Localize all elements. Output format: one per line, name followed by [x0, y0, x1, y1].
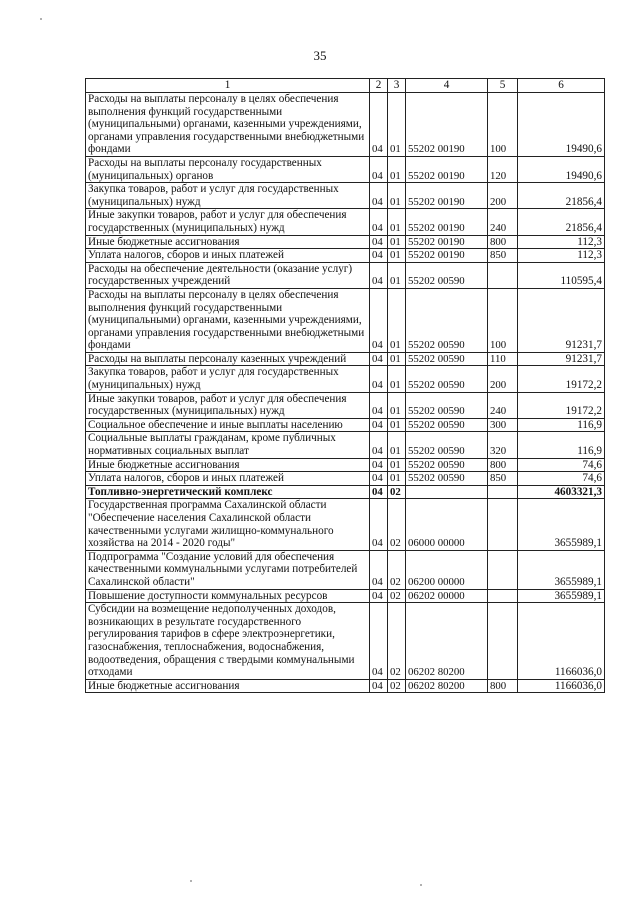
cell-section: 04 — [370, 209, 388, 235]
cell-subsection: 02 — [388, 485, 406, 499]
cell-subsection: 01 — [388, 249, 406, 263]
cell-target-article: 55202 00190 — [406, 183, 488, 209]
cell-expense-type — [488, 485, 518, 499]
cell-section: 04 — [370, 550, 388, 589]
table-row — [86, 235, 605, 249]
table-row — [86, 603, 605, 680]
cell-section: 04 — [370, 603, 388, 680]
cell-name: Топливно-энергетический комплекс — [86, 485, 370, 499]
cell-subsection: 02 — [388, 679, 406, 693]
cell-amount: 91231,7 — [518, 352, 605, 366]
table-row — [86, 93, 605, 157]
table-row — [86, 183, 605, 209]
cell-amount: 19172,2 — [518, 366, 605, 392]
cell-target-article: 55202 00590 — [406, 262, 488, 288]
cell-expense-type: 200 — [488, 183, 518, 209]
cell-subsection: 01 — [388, 288, 406, 352]
cell-expense-type: 850 — [488, 472, 518, 486]
table-row — [86, 418, 605, 432]
cell-name: Закупка товаров, работ и услуг для государственных (муниципальных) нужд — [86, 183, 370, 209]
cell-name: Подпрограмма "Создание условий для обеспечения качественными коммунальными услугами потребителей Сахалинской области" — [86, 550, 370, 589]
cell-amount: 91231,7 — [518, 288, 605, 352]
cell-amount: 21856,4 — [518, 183, 605, 209]
cell-amount: 74,6 — [518, 458, 605, 472]
cell-section: 04 — [370, 93, 388, 157]
cell-expense-type — [488, 603, 518, 680]
cell-name: Расходы на выплаты персоналу казенных учреждений — [86, 352, 370, 366]
cell-name: Расходы на выплаты персоналу в целях обеспечения выполнения функций государственными (муниципальными) органами, казенными учреждениями, органами управления государственными внебюджетными фондами — [86, 288, 370, 352]
cell-name: Социальные выплаты гражданам, кроме публичных нормативных социальных выплат — [86, 432, 370, 458]
cell-section: 04 — [370, 418, 388, 432]
cell-section: 04 — [370, 156, 388, 182]
cell-expense-type: 320 — [488, 432, 518, 458]
cell-section: 04 — [370, 432, 388, 458]
cell-target-article — [406, 485, 488, 499]
table-row — [86, 458, 605, 472]
cell-amount: 110595,4 — [518, 262, 605, 288]
budget-table — [85, 78, 605, 693]
cell-target-article: 06202 80200 — [406, 679, 488, 693]
cell-amount: 116,9 — [518, 432, 605, 458]
cell-amount: 116,9 — [518, 418, 605, 432]
cell-target-article: 55202 00590 — [406, 352, 488, 366]
cell-name: Повышение доступности коммунальных ресурсов — [86, 589, 370, 603]
header-cell-subsection: 3 — [388, 79, 406, 93]
cell-amount: 1166036,0 — [518, 603, 605, 680]
cell-target-article: 55202 00590 — [406, 366, 488, 392]
cell-expense-type: 850 — [488, 249, 518, 263]
cell-target-article: 06202 80200 — [406, 603, 488, 680]
table-row — [86, 352, 605, 366]
header-cell-name: 1 — [86, 79, 370, 93]
cell-section: 04 — [370, 262, 388, 288]
table-row — [86, 589, 605, 603]
cell-name: Иные бюджетные ассигнования — [86, 458, 370, 472]
cell-subsection: 02 — [388, 499, 406, 550]
cell-amount: 74,6 — [518, 472, 605, 486]
scan-speck — [420, 884, 422, 886]
cell-target-article: 55202 00190 — [406, 209, 488, 235]
cell-subsection: 02 — [388, 589, 406, 603]
cell-target-article: 55202 00190 — [406, 156, 488, 182]
cell-expense-type: 120 — [488, 156, 518, 182]
table-row — [86, 156, 605, 182]
table-row — [86, 366, 605, 392]
cell-name: Субсидии на возмещение недополученных доходов, возникающих в результате государственного регулирования тарифов в сфере электроэнергетики, газоснабжения, теплоснабжения, водоснабжения, водоотведения, обращения с твердыми коммунальными отходами — [86, 603, 370, 680]
table-row — [86, 432, 605, 458]
cell-subsection: 01 — [388, 472, 406, 486]
header-cell-target-article: 4 — [406, 79, 488, 93]
cell-section: 04 — [370, 183, 388, 209]
cell-target-article: 55202 00190 — [406, 249, 488, 263]
cell-name: Уплата налогов, сборов и иных платежей — [86, 472, 370, 486]
cell-amount: 19172,2 — [518, 392, 605, 418]
table-row — [86, 288, 605, 352]
cell-expense-type: 110 — [488, 352, 518, 366]
cell-name: Иные бюджетные ассигнования — [86, 235, 370, 249]
cell-expense-type: 800 — [488, 235, 518, 249]
header-cell-section: 2 — [370, 79, 388, 93]
cell-target-article: 55202 00590 — [406, 418, 488, 432]
cell-target-article: 55202 00590 — [406, 458, 488, 472]
cell-target-article: 06000 00000 — [406, 499, 488, 550]
header-row — [86, 79, 605, 93]
cell-amount: 4603321,3 — [518, 485, 605, 499]
cell-section: 04 — [370, 249, 388, 263]
cell-subsection: 01 — [388, 366, 406, 392]
cell-subsection: 01 — [388, 352, 406, 366]
cell-name: Расходы на выплаты персоналу государственных (муниципальных) органов — [86, 156, 370, 182]
cell-name: Государственная программа Сахалинской области "Обеспечение населения Сахалинской области качественными услугами жилищно-коммунального хозяйства на 2014 - 2020 годы" — [86, 499, 370, 550]
cell-expense-type — [488, 550, 518, 589]
scan-speck — [190, 880, 192, 882]
cell-target-article: 55202 00590 — [406, 392, 488, 418]
cell-subsection: 01 — [388, 432, 406, 458]
cell-expense-type: 200 — [488, 366, 518, 392]
cell-amount: 3655989,1 — [518, 589, 605, 603]
cell-section: 04 — [370, 392, 388, 418]
cell-expense-type: 800 — [488, 458, 518, 472]
cell-section: 04 — [370, 679, 388, 693]
cell-section: 04 — [370, 589, 388, 603]
cell-subsection: 01 — [388, 93, 406, 157]
cell-amount: 1166036,0 — [518, 679, 605, 693]
cell-amount: 112,3 — [518, 249, 605, 263]
cell-expense-type — [488, 262, 518, 288]
cell-subsection: 01 — [388, 458, 406, 472]
cell-subsection: 02 — [388, 550, 406, 589]
cell-name: Иные закупки товаров, работ и услуг для обеспечения государственных (муниципальных) нужд — [86, 209, 370, 235]
scan-speck — [40, 18, 42, 20]
cell-subsection: 01 — [388, 183, 406, 209]
table-row — [86, 262, 605, 288]
cell-expense-type: 240 — [488, 209, 518, 235]
cell-amount: 3655989,1 — [518, 499, 605, 550]
cell-subsection: 01 — [388, 156, 406, 182]
cell-name: Расходы на обеспечение деятельности (оказание услуг) государственных учреждений — [86, 262, 370, 288]
cell-expense-type: 100 — [488, 288, 518, 352]
table-row — [86, 472, 605, 486]
cell-subsection: 01 — [388, 392, 406, 418]
cell-expense-type: 300 — [488, 418, 518, 432]
cell-target-article: 55202 00590 — [406, 432, 488, 458]
cell-section: 04 — [370, 366, 388, 392]
header-cell-amount: 6 — [518, 79, 605, 93]
cell-target-article: 55202 00190 — [406, 235, 488, 249]
cell-subsection: 01 — [388, 418, 406, 432]
cell-name: Уплата налогов, сборов и иных платежей — [86, 249, 370, 263]
table-row — [86, 485, 605, 499]
table-row — [86, 249, 605, 263]
cell-name: Социальное обеспечение и иные выплаты населению — [86, 418, 370, 432]
cell-subsection: 01 — [388, 235, 406, 249]
cell-amount: 19490,6 — [518, 93, 605, 157]
cell-name: Закупка товаров, работ и услуг для государственных (муниципальных) нужд — [86, 366, 370, 392]
cell-target-article: 55202 00190 — [406, 93, 488, 157]
cell-section: 04 — [370, 288, 388, 352]
cell-section: 04 — [370, 235, 388, 249]
cell-subsection: 02 — [388, 603, 406, 680]
cell-amount: 19490,6 — [518, 156, 605, 182]
cell-name: Иные бюджетные ассигнования — [86, 679, 370, 693]
cell-subsection: 01 — [388, 262, 406, 288]
cell-amount: 112,3 — [518, 235, 605, 249]
cell-name: Расходы на выплаты персоналу в целях обеспечения выполнения функций государственными (муниципальными) органами, казенными учреждениями, органами управления государственными внебюджетными фондами — [86, 93, 370, 157]
cell-name: Иные закупки товаров, работ и услуг для обеспечения государственных (муниципальных) нужд — [86, 392, 370, 418]
cell-amount: 3655989,1 — [518, 550, 605, 589]
cell-section: 04 — [370, 458, 388, 472]
header-cell-expense-type: 5 — [488, 79, 518, 93]
table-row — [86, 392, 605, 418]
cell-section: 04 — [370, 352, 388, 366]
cell-section: 04 — [370, 485, 388, 499]
table-body — [86, 93, 605, 693]
cell-section: 04 — [370, 499, 388, 550]
cell-target-article: 06200 00000 — [406, 550, 488, 589]
table-row — [86, 679, 605, 693]
table-row — [86, 499, 605, 550]
cell-target-article: 55202 00590 — [406, 288, 488, 352]
cell-target-article: 06202 00000 — [406, 589, 488, 603]
cell-section: 04 — [370, 472, 388, 486]
cell-expense-type: 100 — [488, 93, 518, 157]
cell-expense-type: 240 — [488, 392, 518, 418]
table-row — [86, 209, 605, 235]
cell-expense-type — [488, 589, 518, 603]
cell-subsection: 01 — [388, 209, 406, 235]
table-row — [86, 550, 605, 589]
cell-target-article: 55202 00590 — [406, 472, 488, 486]
cell-amount: 21856,4 — [518, 209, 605, 235]
cell-expense-type: 800 — [488, 679, 518, 693]
page-number: 35 — [313, 48, 327, 63]
cell-expense-type — [488, 499, 518, 550]
